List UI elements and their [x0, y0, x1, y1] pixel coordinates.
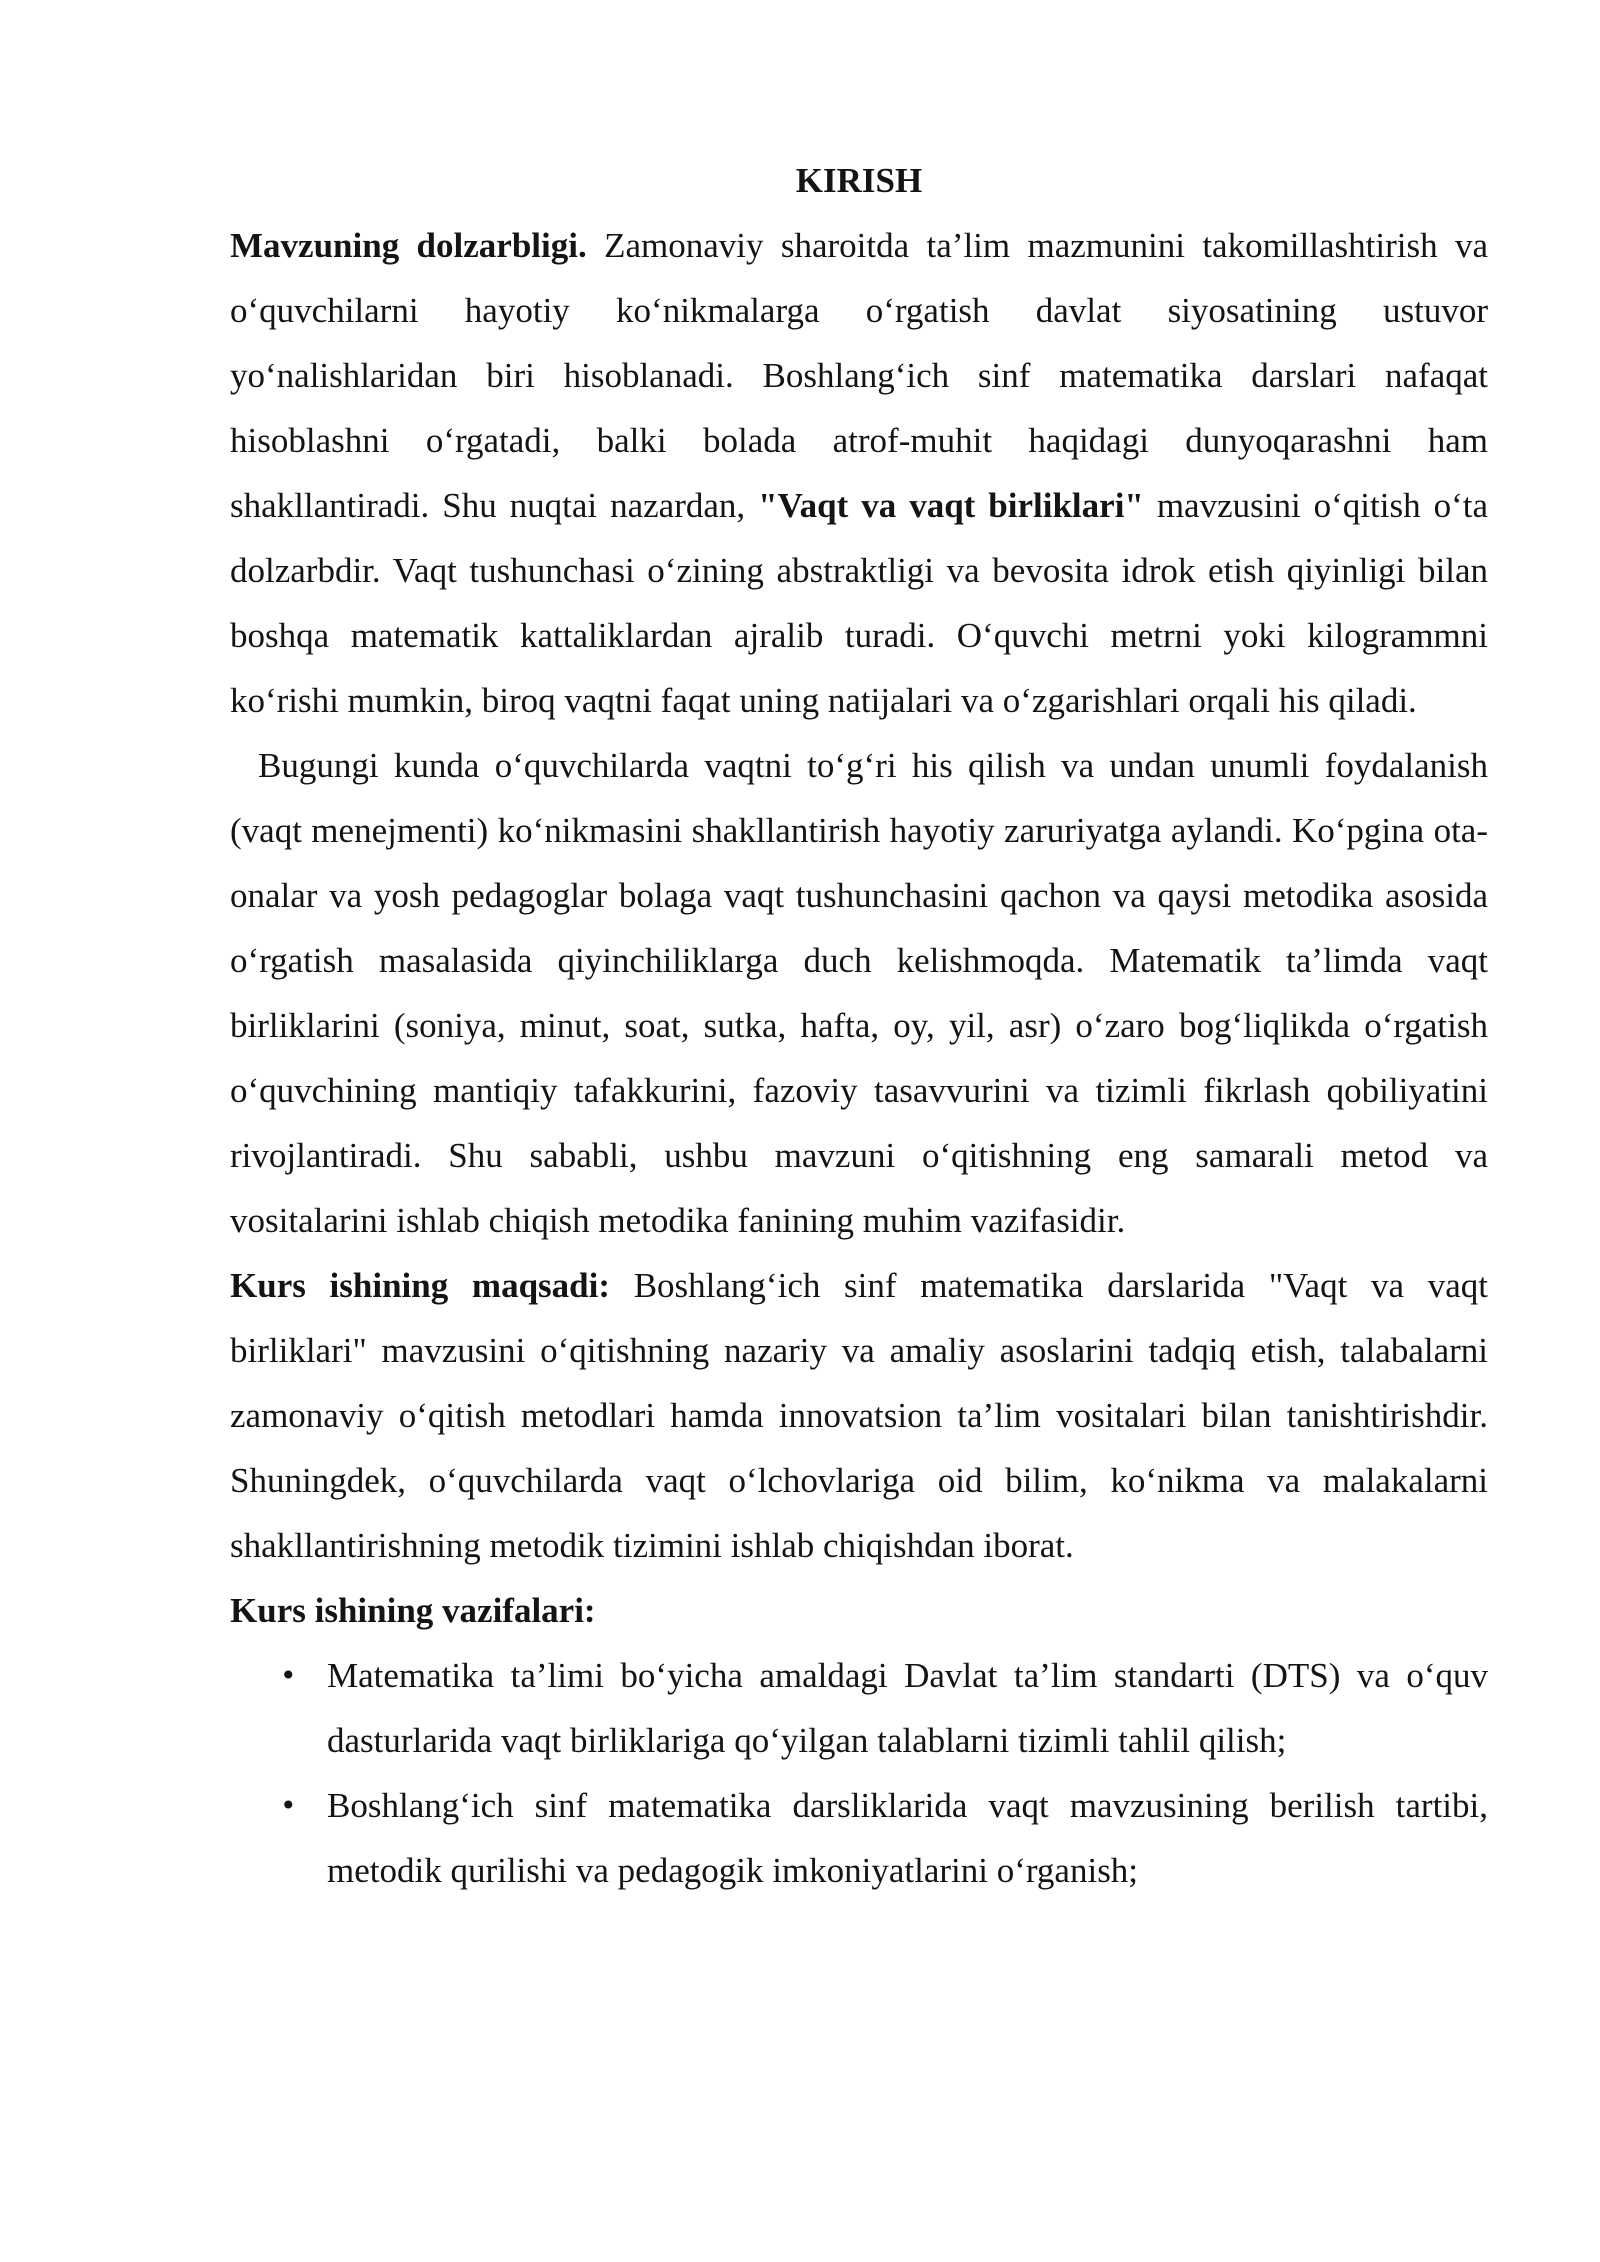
document-page: [230, 148, 1488, 1903]
relevance-label: Mavzuning dolzarbligi.: [230, 226, 587, 265]
goal-label: Kurs ishining maqsadi:: [230, 1266, 611, 1305]
page-title: KIRISH: [795, 161, 923, 200]
relevance-paragraph: [230, 213, 1488, 733]
list-item-text: Matematika ta’limi bo‘yicha amaldagi Davlat ta’lim standarti (DTS) va o‘quv dasturlarida vaqt birliklariga qo‘yilgan talablarni tizimli tahlil qilish;: [327, 1656, 1488, 1760]
goal-paragraph: [230, 1253, 1488, 1578]
bullet-icon: •: [280, 1659, 297, 1692]
list-item: [230, 1643, 1488, 1773]
relevance-text-after: mavzusini o‘qitish o‘ta dolzarbdir. Vaqt tushunchasi o‘zining abstraktligi va bevosita idrok etish qiyinligi bilan boshqa matematik kattaliklardan ajralib turadi. O‘quvchi metrni yoki kilogrammni ko‘rishi mumkin, biroq vaqtni faqat uning natijalari va o‘zgarishlari orqali his qiladi.: [230, 486, 1488, 720]
list-item: [230, 1773, 1488, 1903]
list-item-text: Boshlang‘ich sinf matematika darsliklarida vaqt mavzusining berilish tartibi, metodik qurilishi va pedagogik imkoniyatlarini o‘rganish;: [327, 1786, 1488, 1890]
goal-text: Boshlang‘ich sinf matematika darslarida "Vaqt va vaqt birliklari" mavzusini o‘qitishning nazariy va amaliy asoslarini tadqiq etish, talabalarni zamonaviy o‘qitish metodlari hamda innovatsion ta’lim vositalari bilan tanishtirishdir. Shuningdek, o‘quvchilarda vaqt o‘lchovlariga oid bilim, ko‘nikma va malakalarni shakllantirishning metodik tizimini ishlab chiqishdan iborat.: [230, 1266, 1488, 1565]
bullet-icon: •: [280, 1789, 297, 1822]
tasks-list: [230, 1643, 1488, 1903]
relevance-text-before: Zamonaviy sharoitda ta’lim mazmunini takomillashtirish va o‘quvchilarni hayotiy ko‘nikmalarga o‘rgatish davlat siyosatining ustuvor yo‘nalishlaridan biri hisoblanadi. Boshlang‘ich sinf matematika darslari nafaqat hisoblashni o‘rgatadi, balki bolada atrof-muhit haqidagi dunyoqarashni ham shakllantiradi. Shu nuqtai nazardan,: [230, 226, 1488, 525]
topic-title: "Vaqt va vaqt birliklari": [758, 486, 1144, 525]
body-paragraph-2: Bugungi kunda o‘quvchilarda vaqtni to‘g‘ri his qilish va undan unumli foydalanish (vaqt menejmenti) ko‘nikmasini shakllantirish hayotiy zaruriyatga aylandi. Ko‘pgina ota-onalar va yosh pedagoglar bolaga vaqt tushunchasini qachon va qaysi metodika asosida o‘rgatish masalasida qiyinchiliklarga duch kelishmoqda. Matematik ta’limda vaqt birliklarini (soniya, minut, soat, sutka, hafta, oy, yil, asr) o‘zaro bog‘liqlikda o‘rgatish o‘quvchining mantiqiy tafakkurini, fazoviy tasavvurini va tizimli fikrlash qobiliyatini rivojlantiradi. Shu sababli, ushbu mavzuni o‘qitishning eng samarali metod va vositalarini ishlab chiqish metodika fanining muhim vazifasidir.: [230, 746, 1488, 1240]
tasks-heading: Kurs ishining vazifalari:: [230, 1591, 596, 1630]
